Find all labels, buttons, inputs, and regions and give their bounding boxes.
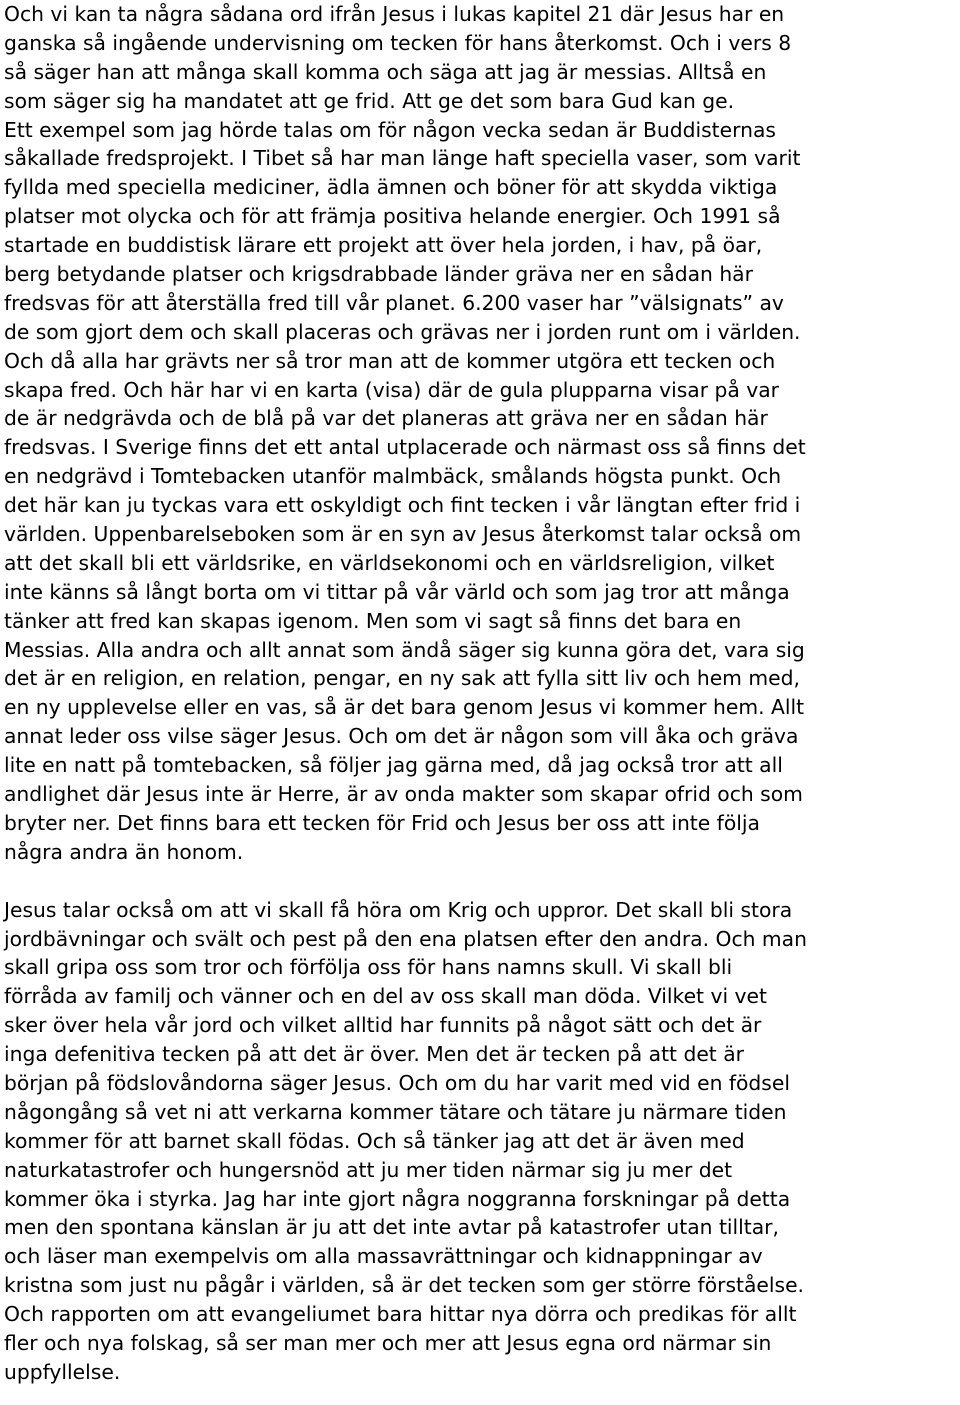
text-line: så säger han att många skall komma och säga att jag är messias. Alltså en [4, 59, 767, 84]
text-line: Messias. Alla andra och allt annat som ändå säger sig kunna göra det, vara sig [4, 637, 805, 662]
text-line: och läser man exempelvis om alla massavrättningar och kidnappningar av [4, 1244, 763, 1269]
text-line: Jesus talar också om att vi skall få höra om Krig och uppror. Det skall bli stora [4, 897, 793, 922]
paragraph-spacer [4, 867, 958, 896]
text-line: några andra än honom. [4, 839, 244, 864]
text-line: Och rapporten om att evangeliumet bara hittar nya dörra och predikas för allt [4, 1302, 797, 1327]
text-line: fler och nya folskag, så ser man mer och mer att Jesus egna ord närmar sin [4, 1330, 772, 1355]
text-line: Och vi kan ta några sådana ord ifrån Jesus i lukas kapitel 21 där Jesus har en [4, 2, 785, 26]
document-page [4, 0, 958, 1387]
text-line: inte känns så långt borta om vi tittar på vår värld och som jag tror att många [4, 579, 790, 604]
text-line: de är nedgrävda och de blå på var det planeras att gräva ner en sådan här [4, 406, 768, 431]
text-line: Och då alla har grävts ner så tror man att de kommer utgöra ett tecken och [4, 348, 776, 373]
text-line: Ett exempel som jag hörde talas om för någon vecka sedan är Buddisternas [4, 117, 776, 142]
text-line: världen. Uppenbarelseboken som är en syn av Jesus återkomst talar också om [4, 522, 802, 547]
text-line: naturkatastrofer och hungersnöd att ju mer tiden närmar sig ju mer det [4, 1157, 733, 1182]
text-line: att det skall bli ett världsrike, en världsekonomi och en världsreligion, vilket [4, 550, 775, 575]
text-line: tänker att fred kan skapas igenom. Men som vi sagt så finns det bara en [4, 608, 742, 633]
text-line: början på födslovåndorna säger Jesus. Och om du har varit med vid en födsel [4, 1070, 790, 1095]
text-line: kristna som just nu pågår i världen, så är det tecken som ger större förståelse. [4, 1273, 804, 1298]
text-line: annat leder oss vilse säger Jesus. Och om det är någon som vill åka och gräva [4, 724, 799, 749]
paragraph-2 [4, 896, 958, 1387]
text-line: sker över hela vår jord och vilket alltid har funnits på något sätt och det är [4, 1013, 762, 1038]
text-line: platser mot olycka och för att främja positiva helande energier. Och 1991 så [4, 204, 781, 229]
text-line: det är en religion, en relation, pengar, en ny sak att fylla sitt liv och hem med, [4, 666, 800, 691]
text-line: en ny upplevelse eller en vas, så är det bara genom Jesus vi kommer hem. Allt [4, 695, 805, 720]
text-line: bryter ner. Det finns bara ett tecken för Frid och Jesus ber oss att inte följa [4, 810, 760, 835]
text-line: fyllda med speciella mediciner, ädla ämnen och böner för att skydda viktiga [4, 175, 778, 200]
text-line: förråda av familj och vänner och en del av oss skall man döda. Vilket vi vet [4, 984, 767, 1009]
text-line: som säger sig ha mandatet att ge frid. Att ge det som bara Gud kan ge. [4, 88, 735, 113]
text-line: berg betydande platser och krigsdrabbade länder gräva ner en sådan här [4, 262, 753, 287]
text-line: inga defenitiva tecken på att det är över. Men det är tecken på att det är [4, 1042, 744, 1067]
text-line: någongång så vet ni att verkarna kommer tätare och tätare ju närmare tiden [4, 1099, 787, 1124]
text-line: såkallade fredsprojekt. I Tibet så har man länge haft speciella vaser, som varit [4, 146, 801, 171]
text-line: det här kan ju tyckas vara ett oskyldigt och fint tecken i vår längtan efter frid i [4, 493, 801, 518]
text-line: fredsvas för att återställa fred till vår planet. 6.200 vaser har ”välsignats” av [4, 290, 784, 315]
text-line: de som gjort dem och skall placeras och grävas ner i jorden runt om i världen. [4, 319, 801, 344]
text-line: lite en natt på tomtebacken, så följer jag gärna med, då jag också tror att all [4, 753, 783, 778]
text-line: kommer för att barnet skall födas. Och så tänker jag att det är även med [4, 1128, 745, 1153]
text-line: skall gripa oss som tror och förfölja oss för hans namns skull. Vi skall bli [4, 955, 733, 980]
text-line: ganska så ingående undervisning om tecken för hans återkomst. Och i vers 8 [4, 30, 792, 55]
text-line: fredsvas. I Sverige finns det ett antal utplacerade och närmast oss så finns det [4, 435, 806, 460]
text-line: en nedgrävd i Tomtebacken utanför malmbäck, smålands högsta punkt. Och [4, 464, 782, 489]
text-line: uppfyllelse. [4, 1359, 121, 1384]
text-line: andlighet där Jesus inte är Herre, är av onda makter som skapar ofrid och som [4, 782, 803, 807]
text-line: jordbävningar och svält och pest på den ena platsen efter den andra. Och man [4, 926, 807, 951]
paragraph-1 [4, 0, 958, 867]
text-line: men den spontana känslan är ju att det inte avtar på katastrofer utan tilltar, [4, 1215, 779, 1240]
text-line: kommer öka i styrka. Jag har inte gjort några noggranna forskningar på detta [4, 1186, 791, 1211]
text-line: startade en buddistisk lärare ett projekt att över hela jorden, i hav, på öar, [4, 233, 763, 258]
text-line: skapa fred. Och här har vi en karta (visa) där de gula plupparna visar på var [4, 377, 780, 402]
